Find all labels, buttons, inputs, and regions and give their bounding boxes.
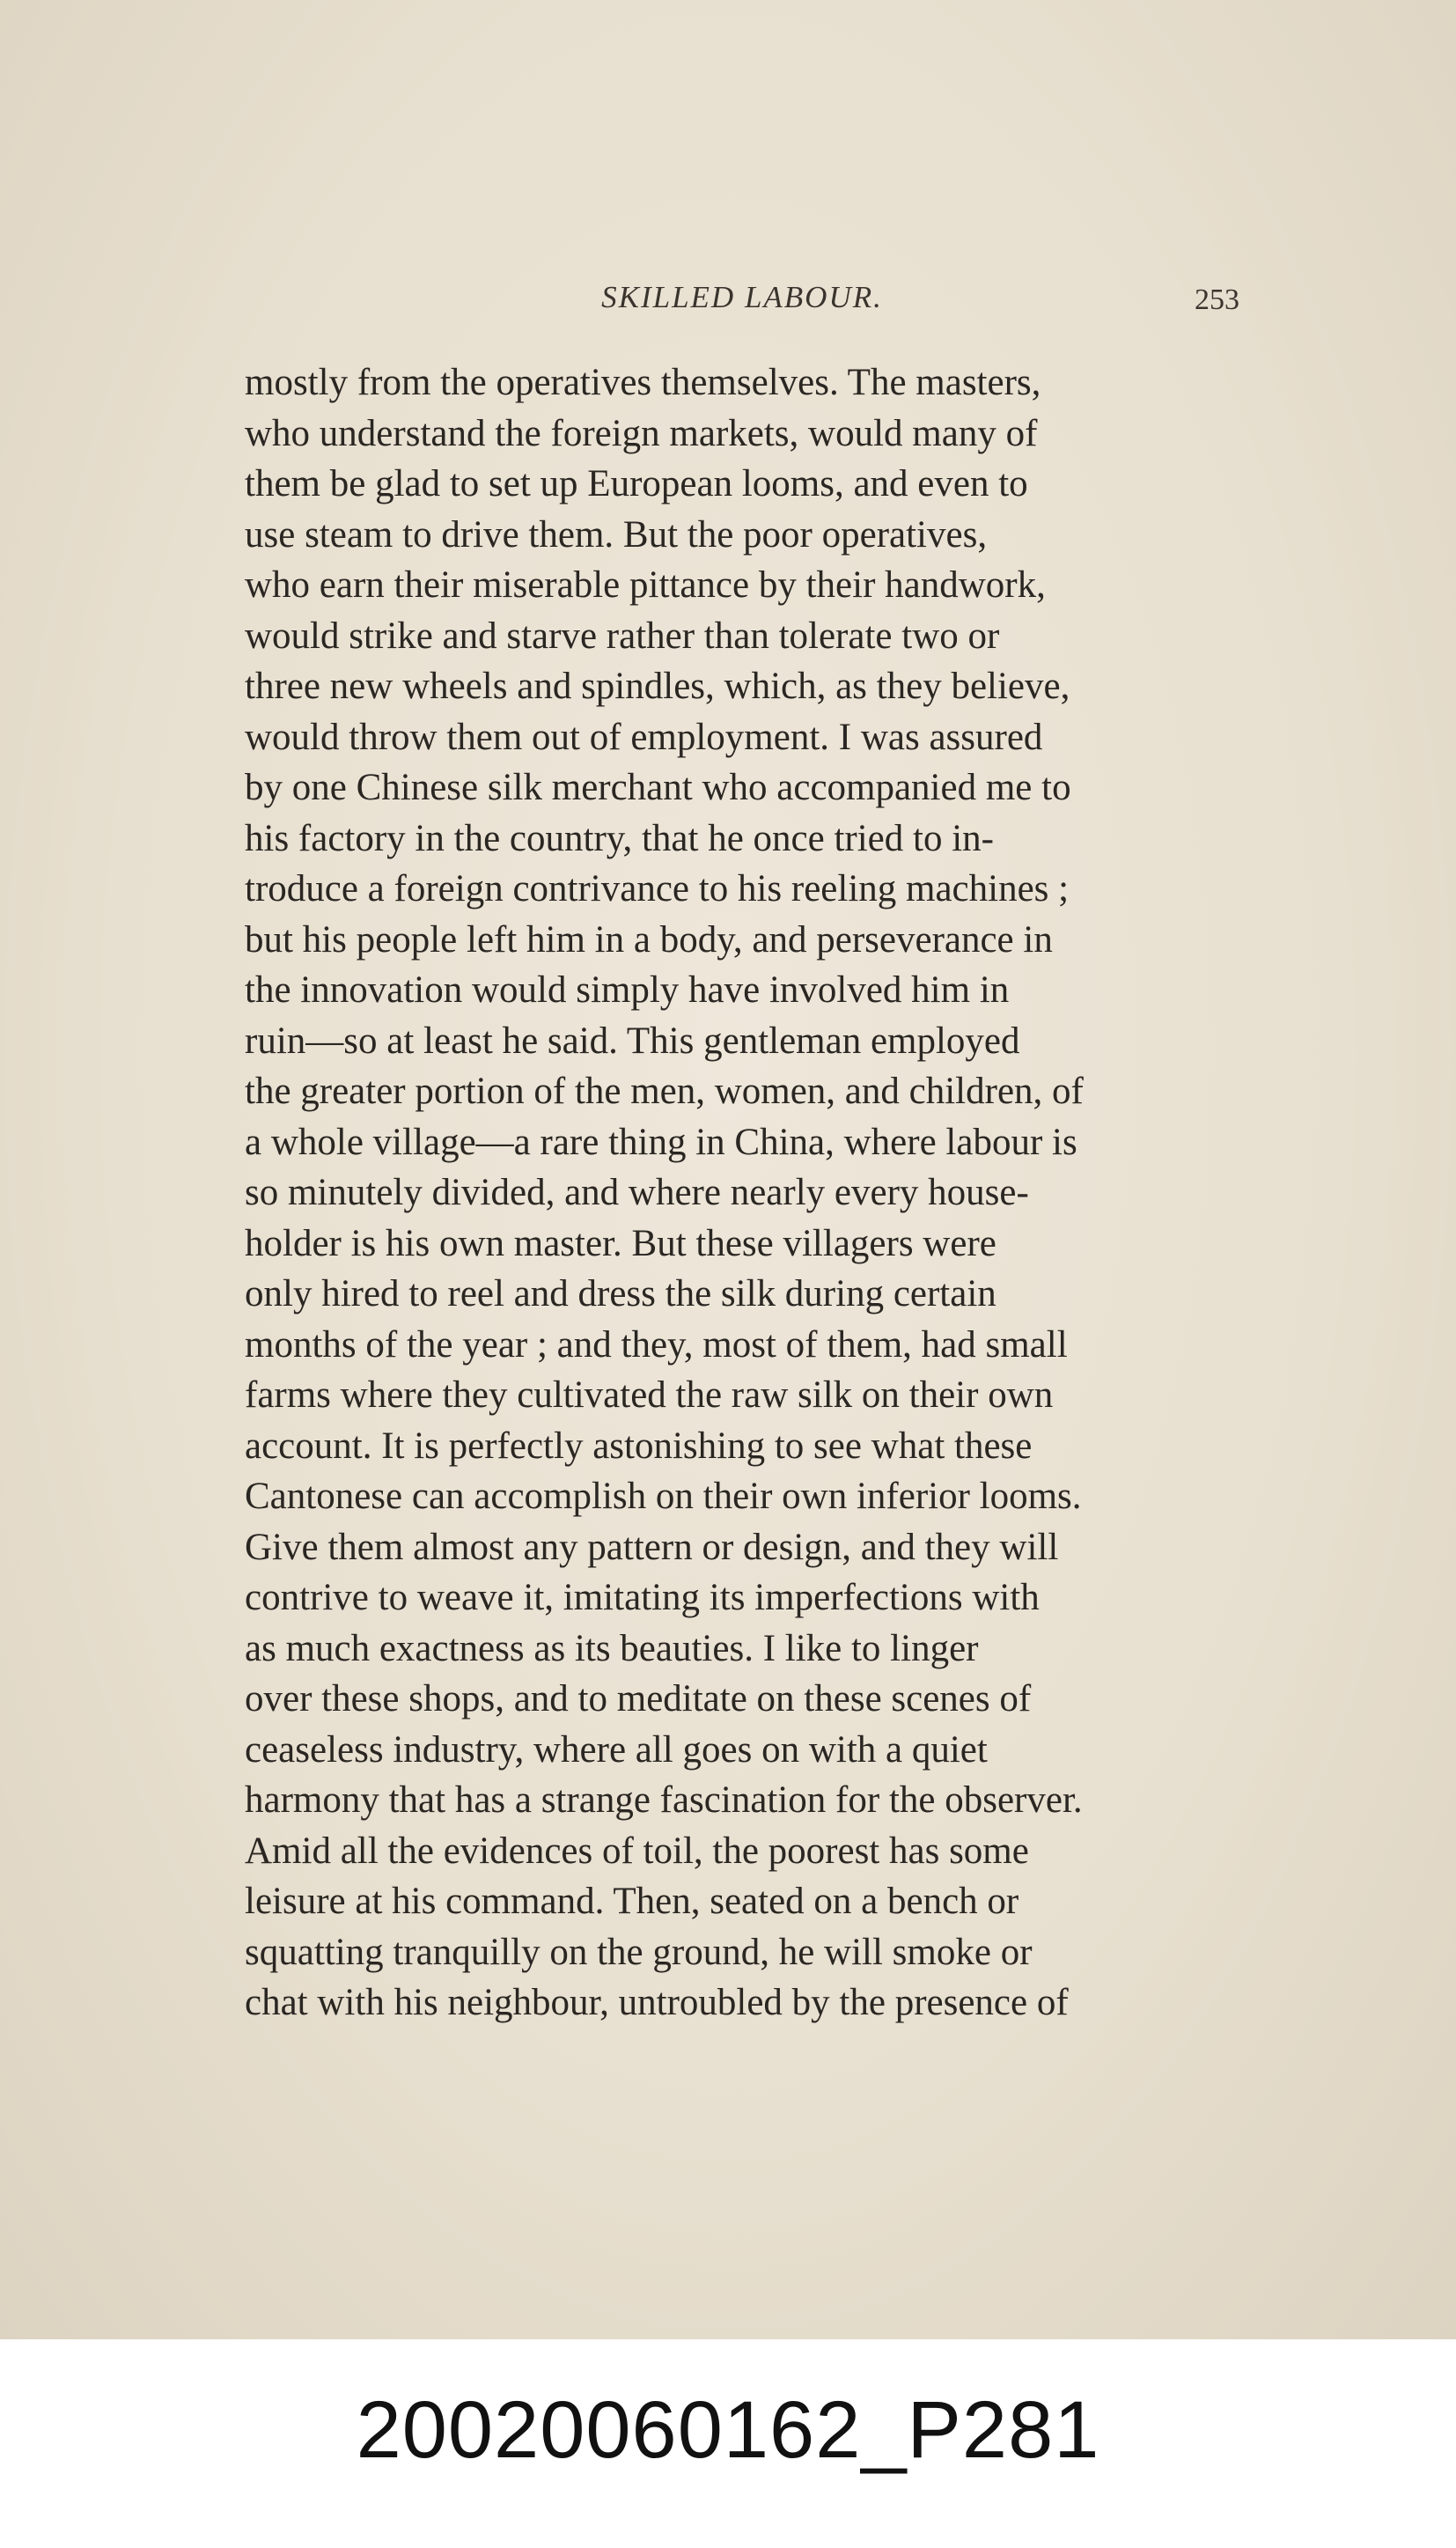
text-line: contrive to weave it, imitating its imperfections with bbox=[245, 1577, 1040, 1618]
text-line: months of the year ; and they, most of them, had small bbox=[245, 1323, 1068, 1366]
text-line: Give them almost any pattern or design, and they will bbox=[245, 1526, 1059, 1568]
text-line: use steam to drive them. But the poor operatives, bbox=[245, 513, 988, 556]
text-line: a whole village—a rare thing in China, where labour is bbox=[245, 1121, 1077, 1163]
text-line: them be glad to set up European looms, and even to bbox=[245, 463, 1028, 504]
image-id-caption: 20020060162_P281 bbox=[356, 2385, 1100, 2475]
text-line: the greater portion of the men, women, and children, of bbox=[245, 1071, 1084, 1112]
text-line: as much exactness as its beauties. I like to linger bbox=[245, 1627, 979, 1669]
text-line: Amid all the evidences of toil, the poorest has some bbox=[245, 1830, 1029, 1872]
text-line: over these shops, and to meditate on these scenes of bbox=[245, 1678, 1032, 1720]
text-line: would throw them out of employment. I was assured bbox=[245, 716, 1043, 758]
text-line: would strike and starve rather than tolerate two or bbox=[245, 615, 1000, 657]
text-line: by one Chinese silk merchant who accompanied me to bbox=[245, 767, 1071, 808]
text-line: who understand the foreign markets, would many of bbox=[245, 412, 1038, 454]
text-line: chat with his neighbour, untroubled by the presence of bbox=[245, 1982, 1069, 2023]
page-number: 253 bbox=[1195, 284, 1239, 316]
text-line: ceaseless industry, where all goes on with a quiet bbox=[245, 1728, 988, 1771]
text-line: the innovation would simply have involved him in bbox=[245, 969, 1010, 1011]
text-line: only hired to reel and dress the silk during certain bbox=[245, 1273, 996, 1315]
text-line: squatting tranquilly on the ground, he will smoke or bbox=[245, 1931, 1033, 1973]
body-text bbox=[245, 357, 1239, 2029]
text-line: holder is his own master. But these villagers were bbox=[245, 1222, 996, 1264]
text-line: leisure at his command. Then, seated on a bench or bbox=[245, 1881, 1019, 1922]
text-line: harmony that has a strange fascination for the observer. bbox=[245, 1779, 1083, 1821]
text-line: mostly from the operatives themselves. The masters, bbox=[245, 362, 1041, 403]
running-title: SKILLED LABOUR. bbox=[601, 280, 883, 314]
text-line: ruin—so at least he said. This gentleman employed bbox=[245, 1020, 1020, 1062]
text-line: Cantonese can accomplish on their own inferior looms. bbox=[245, 1476, 1082, 1517]
text-line: account. It is perfectly astonishing to see what these bbox=[245, 1425, 1033, 1467]
running-head bbox=[245, 280, 1239, 324]
text-line: but his people left him in a body, and perseverance in bbox=[245, 918, 1053, 961]
text-line: so minutely divided, and where nearly every house- bbox=[245, 1172, 1029, 1213]
text-line: troduce a foreign contrivance to his reeling machines ; bbox=[245, 868, 1070, 909]
text-line: farms where they cultivated the raw silk on their own bbox=[245, 1374, 1054, 1416]
text-line: his factory in the country, that he once tried to in- bbox=[245, 817, 994, 859]
text-line: who earn their miserable pittance by their handwork, bbox=[245, 564, 1046, 606]
text-line: three new wheels and spindles, which, as they believe, bbox=[245, 666, 1070, 707]
